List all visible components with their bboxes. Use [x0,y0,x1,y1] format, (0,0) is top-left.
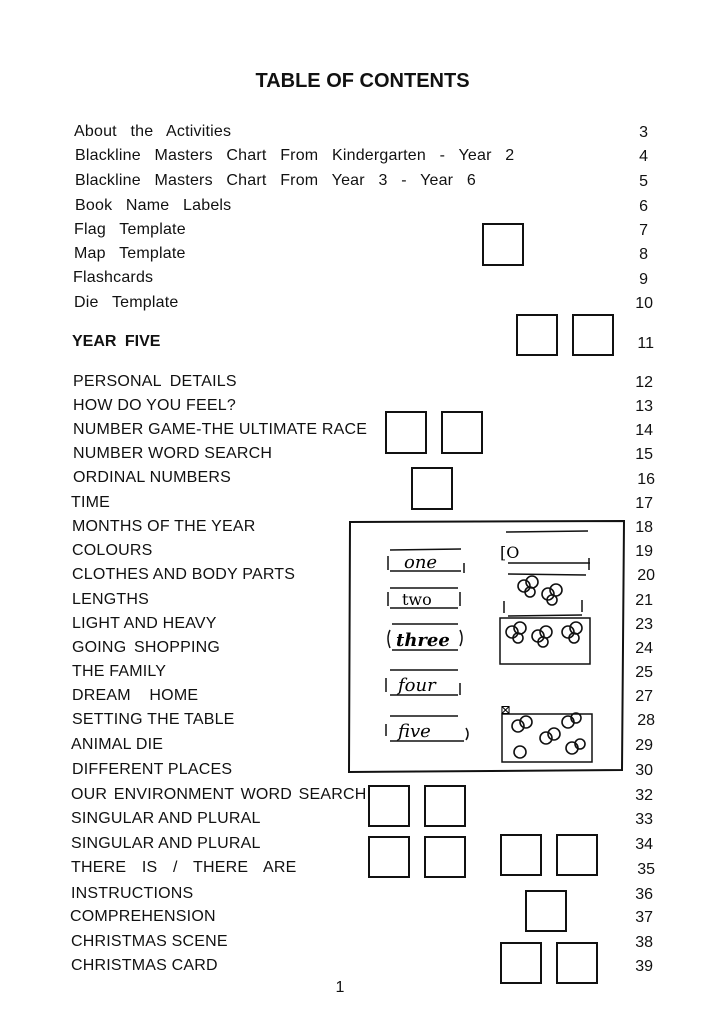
illustration-frame [349,521,624,772]
drawn-box [385,411,427,454]
toc-entry-chart-k2: Blackline Masters Chart From Kindergarten - Year 2 [75,147,515,164]
toc-entry: INSTRUCTIONS [71,885,194,902]
toc-entry: OUR ENVIRONMENT WORD SEARCH [71,786,367,803]
toc-page: 39 [635,958,653,975]
toc-page: 24 [635,640,653,657]
toc-page: 25 [635,664,653,681]
toc-entry-flag: Flag Template [74,221,186,238]
toc-page: 29 [635,737,653,754]
drawn-box [482,223,524,266]
toc-page-chart-36: 5 [639,173,648,190]
toc-entry: CHRISTMAS SCENE [71,933,228,950]
toc-entry-flashcards: Flashcards [73,269,154,286]
toc-page-chart-k2: 4 [639,148,648,165]
toc-page-name-labels: 6 [639,198,648,215]
illustration-mark-bracket: [O [500,543,520,562]
drawn-box [556,942,598,984]
toc-page-about: 3 [639,124,648,141]
illustration-word-four: four [398,675,436,696]
toc-entry: DREAM HOME [72,687,199,704]
section-heading: YEAR FIVE [72,333,161,350]
toc-entry: PERSONAL DETAILS [73,373,237,390]
drawn-box [500,942,542,984]
toc-entry: COLOURS [72,542,153,559]
toc-page: 17 [635,495,653,512]
toc-entry: THE FAMILY [72,663,167,680]
drawn-box [525,890,567,932]
toc-page: 32 [635,787,653,804]
toc-entry: SINGULAR AND PLURAL [71,810,261,827]
toc-page-die: 10 [635,295,653,312]
illustration-word-five: five [398,721,431,742]
toc-page: 15 [635,446,653,463]
toc-page: 14 [635,422,653,439]
page-title: TABLE OF CONTENTS [255,70,470,92]
toc-entry-chart-36: Blackline Masters Chart From Year 3 - Year 6 [75,172,476,189]
toc-page: 21 [635,592,653,609]
drawn-box [368,785,410,827]
toc-entry: CLOTHES AND BODY PARTS [72,566,296,583]
drawn-box [424,785,466,827]
drawn-box [556,834,598,876]
toc-page: 12 [635,374,653,391]
drawn-box [500,834,542,876]
toc-page: 30 [635,762,653,779]
illustration-word-two: two [402,590,432,609]
toc-entry: SETTING THE TABLE [72,711,235,728]
toc-entry: ANIMAL DIE [71,736,164,753]
toc-page: 23 [635,616,653,633]
toc-page: 38 [635,934,653,951]
drawn-box [572,314,614,356]
toc-entry-about: About the Activities [74,123,232,140]
toc-entry: GOING SHOPPING [72,639,221,656]
section-page: 11 [637,335,654,352]
toc-entry: TIME [71,494,111,511]
drawn-box [368,836,410,878]
illustration-mark-cross: ⊠ [500,703,511,718]
toc-entry: CHRISTMAS CARD [71,957,218,974]
toc-page: 36 [635,886,653,903]
toc-page-flashcards: 9 [639,271,648,288]
toc-entry: HOW DO YOU FEEL? [73,397,236,414]
toc-page: 28 [637,712,655,729]
toc-page: 13 [635,398,653,415]
toc-page: 35 [637,861,655,878]
toc-page: 37 [635,909,653,926]
illustration-word-three: three [396,630,450,651]
toc-entry: SINGULAR AND PLURAL [71,835,261,852]
toc-page: 20 [637,567,655,584]
drawn-box [516,314,558,356]
page-number: 1 [335,979,345,996]
toc-entry-name-labels: Book Name Labels [75,197,232,214]
toc-entry: MONTHS OF THE YEAR [72,518,256,535]
toc-entry: DIFFERENT PLACES [72,761,233,778]
toc-page: 33 [635,811,653,828]
toc-entry: ORDINAL NUMBERS [73,469,231,486]
number-words-illustration [346,518,628,774]
drawn-box [411,467,453,510]
toc-entry: THERE IS / THERE ARE [71,859,297,876]
toc-page-flag: 7 [639,222,648,239]
illustration-word-one: one [404,552,438,573]
toc-entry: NUMBER GAME-THE ULTIMATE RACE [73,421,368,438]
toc-entry: LENGTHS [72,591,149,608]
toc-page: 34 [635,836,653,853]
toc-page: 27 [635,688,653,705]
drawn-box [424,836,466,878]
toc-page: 18 [635,519,653,536]
toc-page: 16 [637,471,655,488]
drawn-box [441,411,483,454]
toc-entry-map: Map Template [74,245,186,262]
toc-entry: NUMBER WORD SEARCH [73,445,273,462]
toc-entry: COMPREHENSION [70,908,216,925]
toc-page-map: 8 [639,246,648,263]
toc-entry: LIGHT AND HEAVY [72,615,217,632]
toc-entry-die: Die Template [74,294,179,311]
toc-page: 19 [635,543,653,560]
